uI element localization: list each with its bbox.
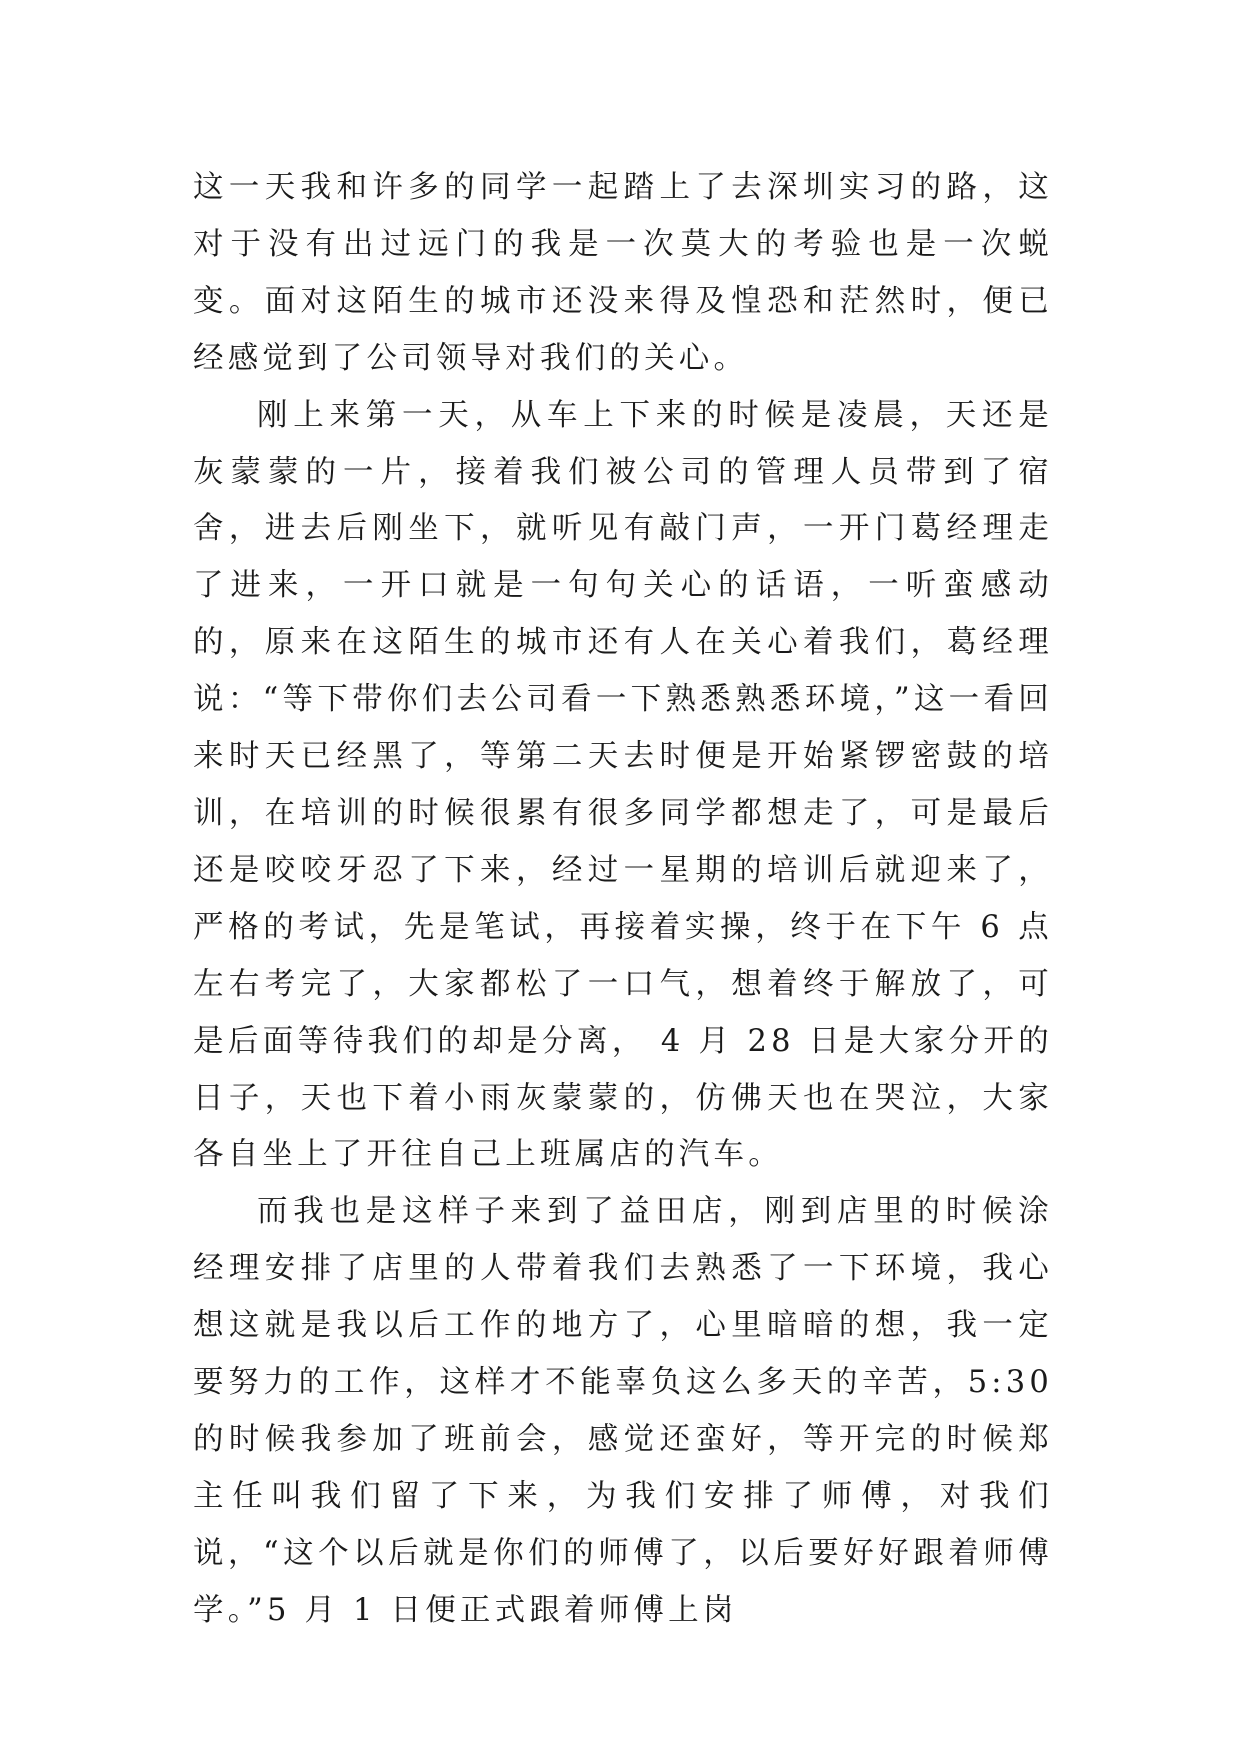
paragraph-2: 刚上来第一天，从车上下来的时候是凌晨，天还是灰蒙蒙的一片，接着我们被公司的管理人员带到了宿舍，进去后刚坐下，就听见有敲门声，一开门葛经理走了进来，一开口就是一句句关心的话语，一听蛮感动的，原来在这陌生的城市还有人在关心着我们，葛经理说：“等下带你们去公司看一下熟悉熟悉环境，”这一看回来时天已经黑了，等第二天去时便是开始紧锣密鼓的培训，在培训的时候很累有很多同学都想走了，可是最后还是咬咬牙忍了下来，经过一星期的培训后就迎来了，严格的考试，先是笔试，再接着实操，终于在下午 6 点左右考完了，大家都松了一口气，想着终于解放了，可是后面等待我们的却是分离， 4 月 28 日是大家分开的日子，天也下着小雨灰蒙蒙的，仿佛天也在哭泣，大家各自坐上了开往自己上班属店的汽车。 [193, 397, 1053, 1173]
paragraph-3: 而我也是这样子来到了益田店，刚到店里的时候涂经理安排了店里的人带着我们去熟悉了一下环境，我心想这就是我以后工作的地方了，心里暗暗的想，我一定要努力的工作，这样才不能辜负这么多天的辛苦，5:30 的时候我参加了班前会，感觉还蛮好，等开完的时候郑主任叫我们留了下来，为我们安排了师傅，对我们说，“这个以后就是你们的师傅了，以后要好好跟着师傅学。”5 月 1 日便正式跟着师傅上岗 [193, 1194, 1053, 1628]
document-page [193, 160, 1053, 1640]
paragraph-1: 这一天我和许多的同学一起踏上了去深圳实习的路，这对于没有出过远门的我是一次莫大的考验也是一次蜕变。面对这陌生的城市还没来得及惶恐和茫然时，便已经感觉到了公司领导对我们的关心。 [193, 170, 1053, 376]
